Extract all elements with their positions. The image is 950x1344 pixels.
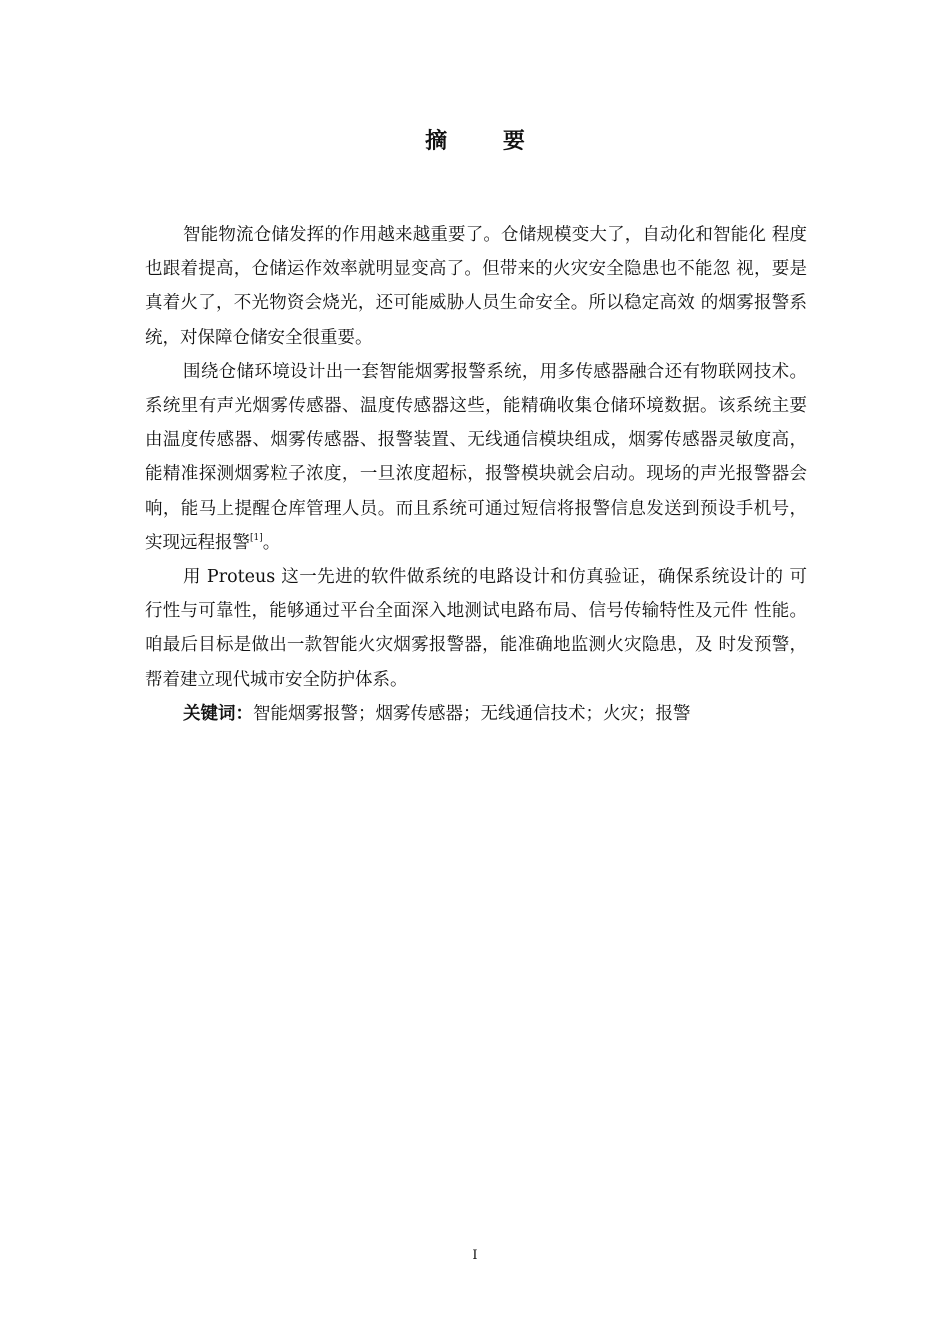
page-number: I xyxy=(472,1248,478,1263)
abstract-body xyxy=(145,218,807,731)
paragraph-2-text: 围绕仓储环境设计出一套智能烟雾报警系统，用多传感器融合还有物联网技术。系统里有声光烟雾传感器、温度传感器这些，能精确收集仓储环境数据。该系统主要由温度传感器、烟雾传感器、报警装置、无线通信模块组成，烟雾传感器灵敏度高，能精准探测烟雾粒子浓度，一旦浓度超标，报警模块就会启动。现场的声光报警器会响，能马上提醒仓库管理人员。而且系统可通过短信将报警信息发送到预设手机号，实现远程报警 xyxy=(145,361,807,553)
page-title: 摘 要 xyxy=(425,129,549,154)
citation-marker: [1] xyxy=(250,532,263,543)
keywords-text: 智能烟雾报警；烟雾传感器；无线通信技术；火灾；报警 xyxy=(253,703,691,724)
paragraph-2-end: 。 xyxy=(262,532,281,553)
keywords-label: 关键词： xyxy=(183,703,253,724)
paragraph-2 xyxy=(145,355,807,560)
paragraph-3-text: 用 Proteus 这一先进的软件做系统的电路设计和仿真验证，确保系统设计的 可行性与可靠性，能够通过平台全面深入地测试电路布局、信号传输特性及元件 性能。咱最后目标是做出一款智能火灾烟雾报警器，能准确地监测火灾隐患，及 时发预警，帮着建立现代城市安全防护体系。 xyxy=(145,567,807,690)
paragraph-3 xyxy=(145,560,807,697)
keywords-line xyxy=(145,697,807,731)
paragraph-1 xyxy=(145,218,807,355)
paragraph-1-text: 智能物流仓储发挥的作用越来越重要了。仓储规模变大了，自动化和智能化 程度也跟着提高，仓储运作效率就明显变高了。但带来的火灾安全隐患也不能忽 视，要是真着火了，不光物资会烧光，还可能威胁人员生命安全。所以稳定高效 的烟雾报警系统，对保障仓储安全很重要。 xyxy=(145,225,807,348)
